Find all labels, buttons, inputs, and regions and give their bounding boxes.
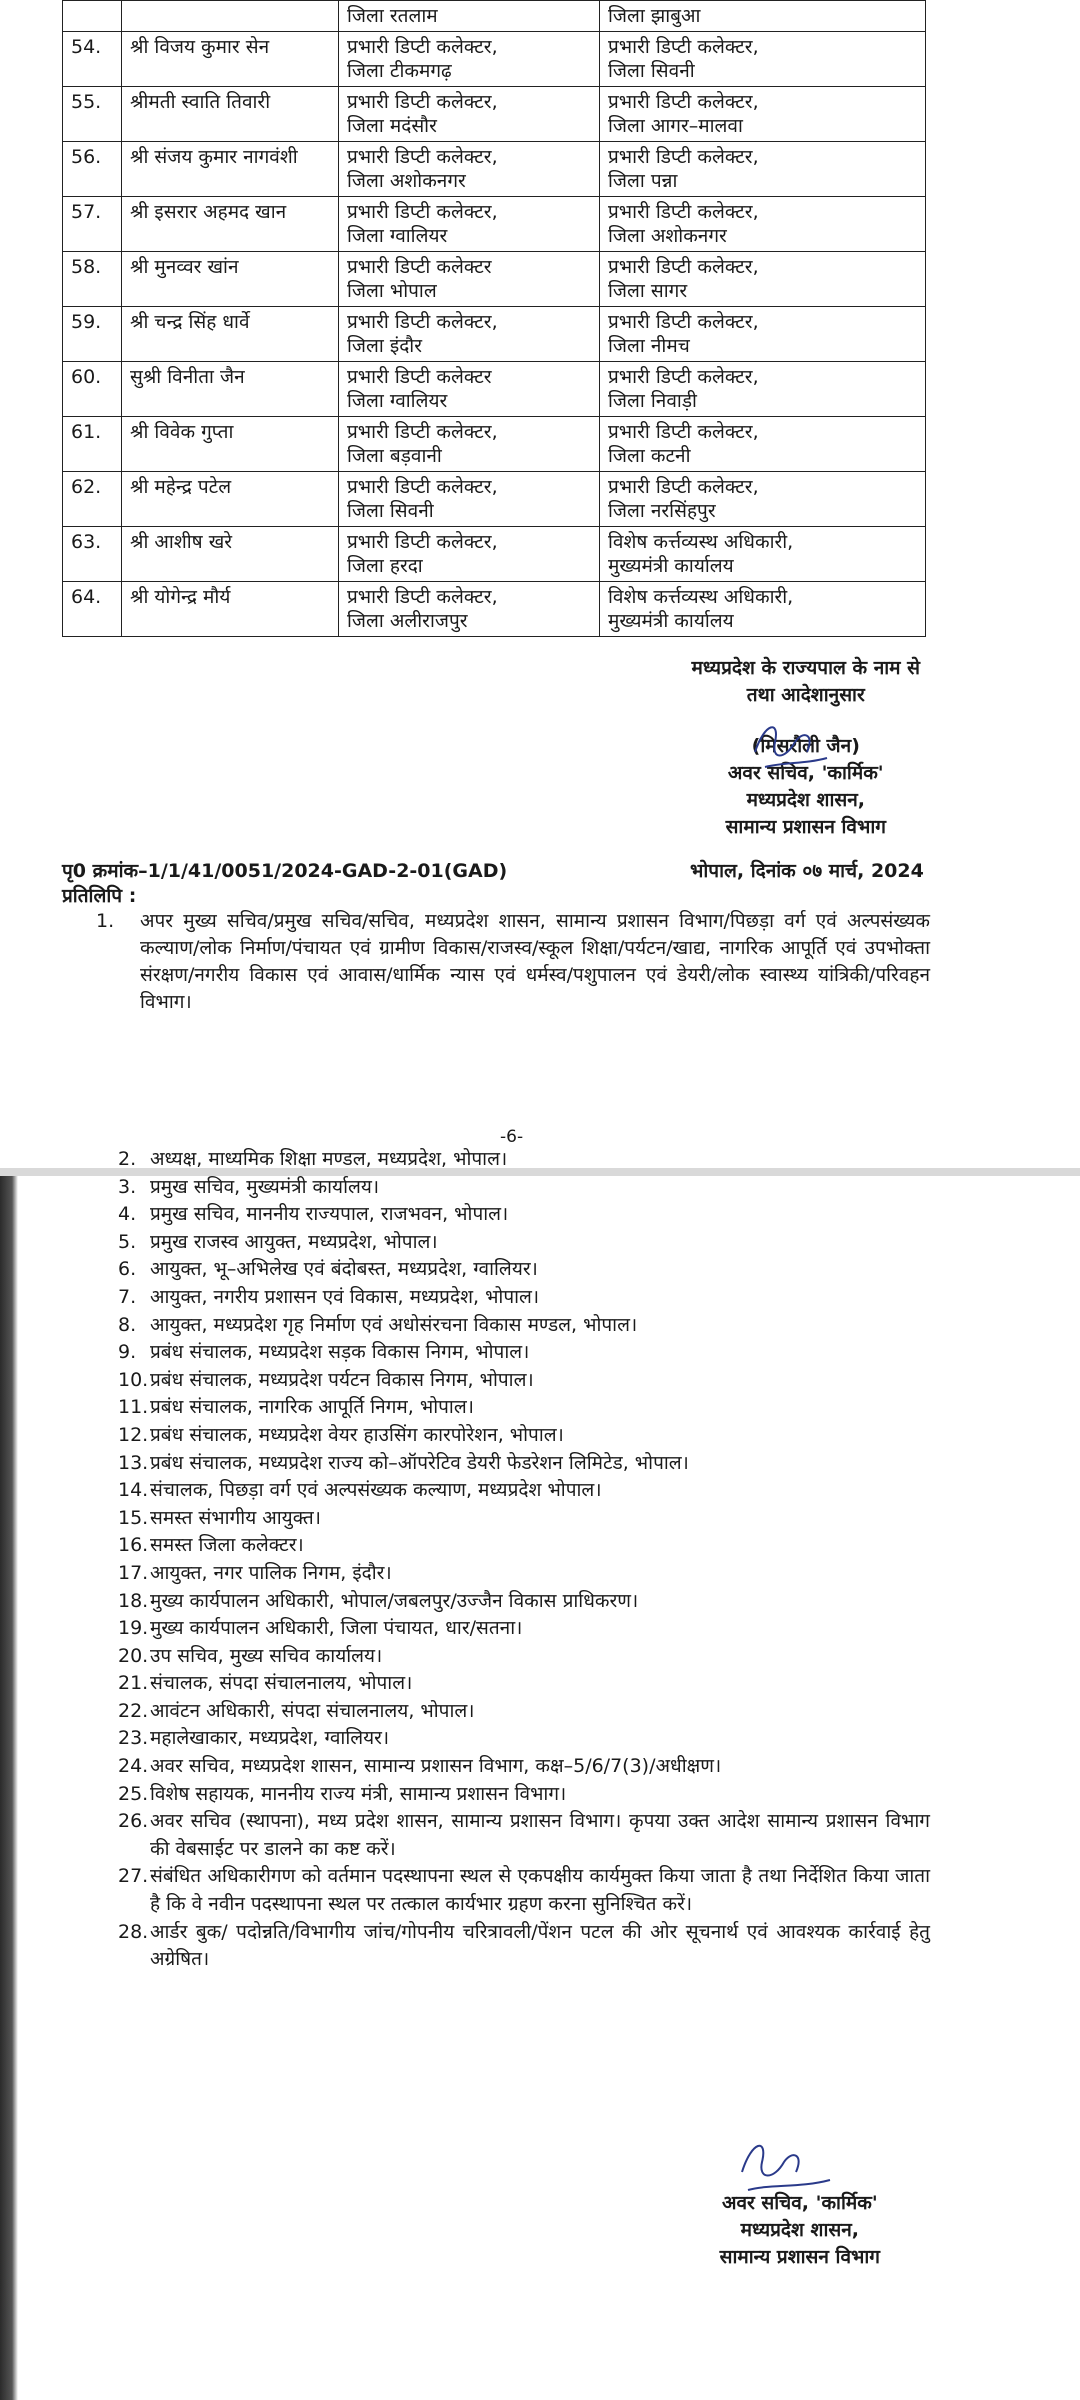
table-row xyxy=(63,87,926,142)
table-row xyxy=(63,582,926,637)
name-cell xyxy=(122,527,339,582)
serial-cell xyxy=(63,32,122,87)
list-text: आयुक्त, नगर पालिक निगम, इंदौर। xyxy=(150,1561,392,1584)
issue-date: भोपाल, दिनांक ०७ मार्च, 2024 xyxy=(690,860,924,882)
table-row xyxy=(63,307,926,362)
from-district: जिला टीकमगढ़ xyxy=(347,60,452,82)
list-item xyxy=(120,1532,930,1560)
from-cell xyxy=(339,582,600,637)
to-cell xyxy=(600,197,926,252)
list-item xyxy=(120,1256,930,1284)
list-text: मुख्य कार्यपालन अधिकारी, जिला पंचायत, धार/सतना। xyxy=(150,1617,523,1640)
to-cell xyxy=(600,527,926,582)
name-cell xyxy=(122,307,339,362)
name-cell xyxy=(122,197,339,252)
to-district: जिला आगर–मालवा xyxy=(608,115,743,137)
to-designation: विशेष कर्त्तव्यस्थ अधिकारी, xyxy=(608,531,794,553)
list-number: 6. xyxy=(118,1258,137,1281)
from-designation: प्रभारी डिप्टी कलेक्टर xyxy=(347,256,492,278)
list-number: 22. xyxy=(118,1699,149,1722)
list-item xyxy=(120,1560,930,1588)
list-item xyxy=(120,1229,930,1257)
officer-name: श्री विवेक गुप्ता xyxy=(130,421,234,443)
to-cell xyxy=(600,252,926,307)
list-number: 10. xyxy=(118,1368,149,1391)
list-item xyxy=(120,1919,930,1974)
list-number: 8. xyxy=(118,1313,137,1336)
to-district: जिला नरसिंहपुर xyxy=(608,500,716,522)
to-district: जिला कटनी xyxy=(608,445,691,467)
officer-name: श्री महेन्द्र पटेल xyxy=(130,476,232,498)
list-item xyxy=(120,1174,930,1202)
serial-number: 61. xyxy=(71,421,102,443)
from-posting: जिला रतलाम xyxy=(347,5,438,27)
from-cell xyxy=(339,417,600,472)
list-number: 14. xyxy=(118,1479,149,1502)
handwritten-signature-2 xyxy=(730,2128,840,2208)
from-district: जिला ग्वालियर xyxy=(347,390,448,412)
to-cell xyxy=(600,142,926,197)
to-cell xyxy=(600,472,926,527)
list-text: प्रबंध संचालक, मध्यप्रदेश सड़क विकास निगम, भोपाल। xyxy=(150,1341,530,1364)
name-cell xyxy=(122,1,339,32)
serial-cell xyxy=(63,87,122,142)
list-number: 28. xyxy=(118,1920,149,1943)
list-text: प्रमुख सचिव, माननीय राज्यपाल, राजभवन, भोपाल। xyxy=(150,1203,509,1226)
list-text: आयुक्त, नगरीय प्रशासन एवं विकास, मध्यप्रदेश, भोपाल। xyxy=(150,1285,540,1308)
scan-shadow-edge xyxy=(0,1176,18,2400)
to-designation: प्रभारी डिप्टी कलेक्टर, xyxy=(608,421,759,443)
officer-name: श्री चन्द्र सिंह धार्वे xyxy=(130,311,250,333)
name-cell xyxy=(122,142,339,197)
table-row xyxy=(63,362,926,417)
from-cell xyxy=(339,252,600,307)
list-item xyxy=(120,1670,930,1698)
list-number: 24. xyxy=(118,1755,149,1778)
from-district: जिला अशोकनगर xyxy=(347,170,466,192)
handwritten-signature-1 xyxy=(745,712,835,782)
list-text: उप सचिव, मुख्य सचिव कार्यालय। xyxy=(150,1644,383,1667)
serial-number: 62. xyxy=(71,476,102,498)
list-text: प्रबंध संचालक, मध्यप्रदेश वेयर हाउसिंग कारपोरेशन, भोपाल। xyxy=(150,1423,564,1446)
list-number: 16. xyxy=(118,1534,149,1557)
serial-number: 55. xyxy=(71,91,102,113)
signatory-designation-2: अवर सचिव, 'कार्मिक' xyxy=(721,2192,878,2214)
list-number: 27. xyxy=(118,1865,149,1888)
list-text: आर्डर बुक/ पदोन्नति/विभागीय जांच/गोपनीय चरित्रावली/पेंशन पटल की ओर सूचनार्थ एवं आवश्यक कार्रवाई हेतु अग्रेषित। xyxy=(150,1920,930,1971)
serial-number: 64. xyxy=(71,586,102,608)
list-number: 21. xyxy=(118,1672,149,1695)
list-text: प्रमुख राजस्व आयुक्त, मध्यप्रदेश, भोपाल। xyxy=(150,1230,438,1253)
list-text: आयुक्त, भू–अभिलेख एवं बंदोबस्त, मध्यप्रदेश, ग्वालियर। xyxy=(150,1258,538,1281)
list-item xyxy=(120,1753,930,1781)
list-item xyxy=(120,1146,930,1174)
to-cell xyxy=(600,582,926,637)
officer-name: श्रीमती स्वाति तिवारी xyxy=(130,91,271,113)
governor-line: मध्यप्रदेश के राज्यपाल के नाम से xyxy=(691,657,920,679)
signatory-department-2: सामान्य प्रशासन विभाग xyxy=(719,2246,880,2268)
list-item xyxy=(120,1450,930,1478)
list-item xyxy=(120,1312,930,1340)
to-cell xyxy=(600,87,926,142)
serial-number: 56. xyxy=(71,146,102,168)
from-cell xyxy=(339,87,600,142)
list-item xyxy=(120,1725,930,1753)
from-cell xyxy=(339,307,600,362)
officer-name: श्री इसरार अहमद खान xyxy=(130,201,287,223)
from-designation: प्रभारी डिप्टी कलेक्टर, xyxy=(347,146,498,168)
from-district: जिला भोपाल xyxy=(347,280,437,302)
to-designation: विशेष कर्त्तव्यस्थ अधिकारी, xyxy=(608,586,794,608)
serial-number: 59. xyxy=(71,311,102,333)
list-number: 20. xyxy=(118,1644,149,1667)
copy-recipient-list xyxy=(120,1146,930,1974)
copy-to-label: प्रतिलिपि : xyxy=(62,885,137,907)
list-number: 26. xyxy=(118,1810,149,1833)
list-item xyxy=(120,1284,930,1312)
to-designation: प्रभारी डिप्टी कलेक्टर, xyxy=(608,146,759,168)
name-cell xyxy=(122,472,339,527)
signatory-department: सामान्य प्रशासन विभाग xyxy=(725,816,886,838)
list-item xyxy=(120,1863,930,1918)
from-district: जिला बड़वानी xyxy=(347,445,442,467)
list-item xyxy=(120,1643,930,1671)
from-cell xyxy=(339,32,600,87)
to-designation: प्रभारी डिप्टी कलेक्टर, xyxy=(608,201,759,223)
list-number: 11. xyxy=(118,1396,149,1419)
list-text: मुख्य कार्यपालन अधिकारी, भोपाल/जबलपुर/उज्जैन विकास प्राधिकरण। xyxy=(150,1589,639,1612)
from-district: जिला अलीराजपुर xyxy=(347,610,468,632)
list-item xyxy=(120,1588,930,1616)
to-cell xyxy=(600,362,926,417)
to-designation: प्रभारी डिप्टी कलेक्टर, xyxy=(608,366,759,388)
serial-cell xyxy=(63,252,122,307)
to-posting: जिला झाबुआ xyxy=(608,5,701,27)
to-designation: प्रभारी डिप्टी कलेक्टर, xyxy=(608,256,759,278)
to-district: जिला नीमच xyxy=(608,335,690,357)
item-number: 1. xyxy=(96,910,115,932)
name-cell xyxy=(122,32,339,87)
serial-number: 57. xyxy=(71,201,102,223)
list-text: महालेखाकार, मध्यप्रदेश, ग्वालियर। xyxy=(150,1727,390,1750)
list-text: विशेष सहायक, माननीय राज्य मंत्री, सामान्य प्रशासन विभाग। xyxy=(150,1782,567,1805)
from-designation: प्रभारी डिप्टी कलेक्टर, xyxy=(347,586,498,608)
from-designation: प्रभारी डिप्टी कलेक्टर, xyxy=(347,421,498,443)
list-item xyxy=(120,1201,930,1229)
table-row xyxy=(63,32,926,87)
list-text: समस्त जिला कलेक्टर। xyxy=(150,1534,304,1557)
table-row xyxy=(63,472,926,527)
from-district: जिला ग्वालियर xyxy=(347,225,448,247)
list-item xyxy=(120,1615,930,1643)
list-number: 15. xyxy=(118,1506,149,1529)
list-item xyxy=(120,1422,930,1450)
to-district: मुख्यमंत्री कार्यालय xyxy=(608,555,734,577)
list-number: 2. xyxy=(118,1148,137,1170)
list-text: संबंधित अधिकारीगण को वर्तमान पदस्थापना स्थल से एकपक्षीय कार्यमुक्त किया जाता है तथा निर्देशित किया जाता है कि वे नवीन पदस्थापना स्थल पर तत्काल कार्यभार ग्रहण करना सुनिश्चित करें। xyxy=(150,1865,930,1916)
to-district: जिला अशोकनगर xyxy=(608,225,727,247)
order-line: तथा आदेशानुसार xyxy=(746,684,865,706)
list-item xyxy=(120,1808,930,1863)
from-cell xyxy=(339,197,600,252)
list-text: आवंटन अधिकारी, संपदा संचालनालय, भोपाल। xyxy=(150,1699,475,1722)
list-text: संचालक, संपदा संचालनालय, भोपाल। xyxy=(150,1672,413,1695)
signatory-government-2: मध्यप्रदेश शासन, xyxy=(740,2219,859,2241)
reference-number: पृ0 क्रमांक–1/1/41/0051/2024-GAD-2-01(GAD) xyxy=(62,860,508,882)
table-row-partial xyxy=(63,1,926,32)
serial-cell xyxy=(63,1,122,32)
list-item xyxy=(120,1781,930,1809)
serial-cell xyxy=(63,142,122,197)
name-cell xyxy=(122,252,339,307)
name-cell xyxy=(122,362,339,417)
list-text: प्रबंध संचालक, मध्यप्रदेश पर्यटन विकास निगम, भोपाल। xyxy=(150,1368,534,1391)
to-designation: प्रभारी डिप्टी कलेक्टर, xyxy=(608,476,759,498)
from-designation: प्रभारी डिप्टी कलेक्टर, xyxy=(347,531,498,553)
from-designation: प्रभारी डिप्टी कलेक्टर, xyxy=(347,91,498,113)
name-cell xyxy=(122,417,339,472)
list-item xyxy=(120,1394,930,1422)
from-designation: प्रभारी डिप्टी कलेक्टर, xyxy=(347,36,498,58)
to-district: जिला सिवनी xyxy=(608,60,695,82)
list-item xyxy=(120,1477,930,1505)
list-item xyxy=(120,1698,930,1726)
name-cell xyxy=(122,87,339,142)
list-item xyxy=(120,1339,930,1367)
table-row xyxy=(63,527,926,582)
officer-name: श्री संजय कुमार नागवंशी xyxy=(130,146,298,168)
signatory-government: मध्यप्रदेश शासन, xyxy=(746,789,865,811)
name-cell xyxy=(122,582,339,637)
list-number: 7. xyxy=(118,1285,137,1308)
serial-number: 54. xyxy=(71,36,102,58)
from-cell xyxy=(339,472,600,527)
to-designation: प्रभारी डिप्टी कलेक्टर, xyxy=(608,311,759,333)
to-cell xyxy=(600,307,926,362)
serial-number: 63. xyxy=(71,531,102,553)
serial-cell xyxy=(63,362,122,417)
serial-cell xyxy=(63,582,122,637)
from-designation: प्रभारी डिप्टी कलेक्टर, xyxy=(347,201,498,223)
from-district: जिला सिवनी xyxy=(347,500,434,522)
to-district: जिला सागर xyxy=(608,280,688,302)
to-cell xyxy=(600,32,926,87)
table-row xyxy=(63,252,926,307)
item-text: अपर मुख्य सचिव/प्रमुख सचिव/सचिव, मध्यप्रदेश शासन, सामान्य प्रशासन विभाग/पिछड़ा वर्ग एवं अल्पसंख्यक कल्याण/लोक निर्माण/पंचायत एवं ग्रामीण विकास/राजस्व/स्कूल शिक्षा/पर्यटन/खाद्य, नागरिक आपूर्ति एवं उपभोक्ता संरक्षण/नगरीय विकास एवं आवास/धार्मिक न्यास एवं धर्मस्व/पशुपालन एवं डेयरी/लोक स्वास्थ्य यांत्रिकी/परिवहन विभाग। xyxy=(140,910,930,1013)
list-text: समस्त संभागीय आयुक्त। xyxy=(150,1506,321,1529)
officer-name: सुश्री विनीता जैन xyxy=(130,366,245,388)
list-text: अवर सचिव (स्थापना), मध्य प्रदेश शासन, सामान्य प्रशासन विभाग। कृपया उक्त आदेश सामान्य प्रशासन विभाग की वेबसाईट पर डालने का कष्ट करें। xyxy=(150,1810,930,1860)
table-row xyxy=(63,417,926,472)
list-number: 4. xyxy=(118,1203,137,1226)
list-number: 18. xyxy=(118,1589,149,1612)
document-page-5 xyxy=(0,0,1080,1168)
to-designation: प्रभारी डिप्टी कलेक्टर, xyxy=(608,91,759,113)
copy-item-1 xyxy=(96,908,930,1016)
from-cell xyxy=(339,362,600,417)
to-district: जिला निवाड़ी xyxy=(608,390,697,412)
serial-cell xyxy=(63,527,122,582)
officer-name: श्री योगेन्द्र मौर्य xyxy=(130,586,231,608)
serial-cell xyxy=(63,307,122,362)
list-number: 12. xyxy=(118,1423,149,1446)
list-number: 9. xyxy=(118,1341,137,1364)
from-district: जिला इंदौर xyxy=(347,335,422,357)
table-row xyxy=(63,142,926,197)
list-number: 13. xyxy=(118,1451,149,1474)
to-designation: प्रभारी डिप्टी कलेक्टर, xyxy=(608,36,759,58)
list-text: प्रबंध संचालक, नागरिक आपूर्ति निगम, भोपाल। xyxy=(150,1396,474,1419)
page-number: -6- xyxy=(500,1127,524,1147)
to-district: जिला पन्ना xyxy=(608,170,678,192)
officer-name: श्री मुनव्वर खांन xyxy=(130,256,239,278)
serial-number: 60. xyxy=(71,366,102,388)
to-cell xyxy=(600,1,926,32)
list-number: 3. xyxy=(118,1175,137,1198)
list-number: 25. xyxy=(118,1782,149,1805)
from-cell xyxy=(339,1,600,32)
to-district: मुख्यमंत्री कार्यालय xyxy=(608,610,734,632)
list-text: संचालक, पिछड़ा वर्ग एवं अल्पसंख्यक कल्याण, मध्यप्रदेश भोपाल। xyxy=(150,1479,602,1502)
officer-name: श्री आशीष खरे xyxy=(130,531,233,553)
from-designation: प्रभारी डिप्टी कलेक्टर, xyxy=(347,476,498,498)
list-text: अध्यक्ष, माध्यमिक शिक्षा मण्डल, मध्यप्रदेश, भोपाल। xyxy=(150,1148,508,1170)
from-district: जिला हरदा xyxy=(347,555,423,577)
table-row xyxy=(63,197,926,252)
list-text: प्रबंध संचालक, मध्यप्रदेश राज्य को–ऑपरेटिव डेयरी फेडरेशन लिमिटेड, भोपाल। xyxy=(150,1451,689,1474)
from-district: जिला मदंसौर xyxy=(347,115,437,137)
from-designation: प्रभारी डिप्टी कलेक्टर xyxy=(347,366,492,388)
list-item xyxy=(120,1505,930,1533)
list-number: 17. xyxy=(118,1561,149,1584)
signatory-designation: अवर सचिव, 'कार्मिक' xyxy=(727,762,884,784)
officer-name: श्री विजय कुमार सेन xyxy=(130,36,270,58)
from-cell xyxy=(339,142,600,197)
transfer-table xyxy=(62,0,926,637)
list-text: अवर सचिव, मध्यप्रदेश शासन, सामान्य प्रशासन विभाग, कक्ष–5/6/7(3)/अधीक्षण। xyxy=(150,1755,722,1778)
to-cell xyxy=(600,417,926,472)
list-text: आयुक्त, मध्यप्रदेश गृह निर्माण एवं अधोसंरचना विकास मण्डल, भोपाल। xyxy=(150,1313,638,1336)
serial-cell xyxy=(63,417,122,472)
list-item xyxy=(120,1367,930,1395)
list-number: 23. xyxy=(118,1727,149,1750)
serial-cell xyxy=(63,197,122,252)
list-number: 19. xyxy=(118,1617,149,1640)
signatory-name: (मिसरौली जैन) xyxy=(751,735,860,757)
serial-number: 58. xyxy=(71,256,102,278)
list-number: 5. xyxy=(118,1230,137,1253)
from-designation: प्रभारी डिप्टी कलेक्टर, xyxy=(347,311,498,333)
list-text: प्रमुख सचिव, मुख्यमंत्री कार्यालय। xyxy=(150,1175,380,1198)
from-cell xyxy=(339,527,600,582)
serial-cell xyxy=(63,472,122,527)
